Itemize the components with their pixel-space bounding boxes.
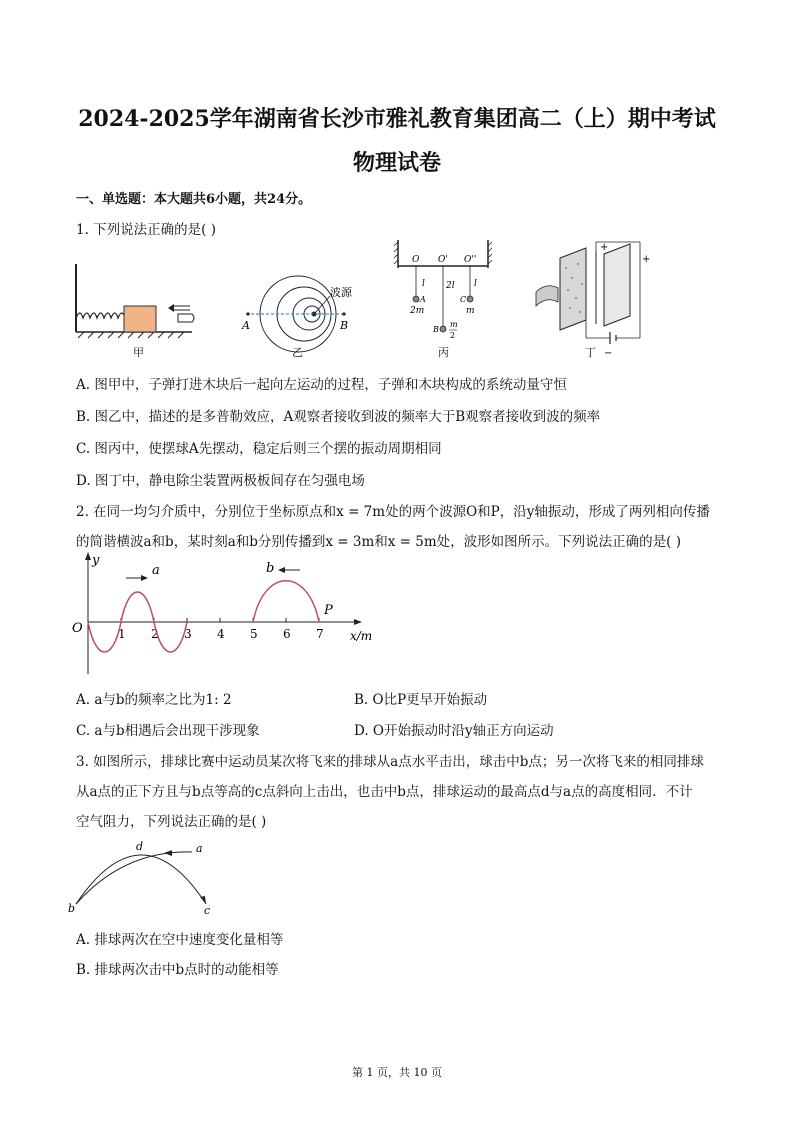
q2-stem-line1: 2. 在同一均匀介质中，分别位于坐标原点和x = 7m处的两个波源O和P，沿y轴振动，形成了两列相向传播 xyxy=(76,504,710,520)
origin-label: O xyxy=(72,621,83,636)
caption-yi: 乙 xyxy=(292,346,303,359)
wave-b-label: b xyxy=(266,561,275,576)
label-O: O xyxy=(412,255,420,265)
figure-ding-precipitator xyxy=(536,242,650,359)
label-plus-top: + xyxy=(600,242,609,253)
label-d: d xyxy=(136,840,144,853)
tick-1: 1 xyxy=(118,627,126,641)
label-2l: 2l xyxy=(446,281,455,291)
q3-stem-line3: 空气阻力，下列说法正确的是( ) xyxy=(76,814,267,830)
wave-b-curve xyxy=(253,581,319,622)
page-footer: 第 1 页，共 10 页 xyxy=(352,1066,442,1079)
tick-2: 2 xyxy=(151,627,159,641)
q2-stem-line2: 的简谐横波a和b，某时刻a和b分别传播到x = 3m和x = 5m处，波形如图所示。下列说法正确的是( ) xyxy=(76,534,682,550)
q3-stem-line1: 3. 如图所示，排球比赛中运动员某次将飞来的排球从a点水平击出，球击中b点；另一次将飞来的相同排球 xyxy=(76,754,704,770)
x-axis-label: x/m xyxy=(350,629,373,643)
label-l-left: l xyxy=(422,279,425,289)
label-minus: − xyxy=(604,348,613,359)
label-plus-right: + xyxy=(642,254,651,265)
q3-option-a: A. 排球两次在空中速度变化量相等 xyxy=(76,932,284,948)
figure-jia-spring-block xyxy=(76,264,194,338)
tick-4: 4 xyxy=(217,627,225,641)
q1-option-c: C. 图丙中，使摆球A先摆动，稳定后则三个摆的振动周期相同 xyxy=(76,441,442,457)
exam-title: 2024-2025学年湖南省长沙市雅礼教育集团高二（上）期中考试 xyxy=(78,106,716,132)
trajectory-a-to-b xyxy=(76,852,192,904)
q3-trajectory-figure xyxy=(64,836,224,916)
tick-3: 3 xyxy=(184,627,192,641)
q1-option-d: D. 图丁中，静电除尘装置两极板间存在匀强电场 xyxy=(76,473,365,489)
q2-option-a: A. a与b的频率之比为1: 2 xyxy=(76,692,232,708)
q2-wave-graph xyxy=(68,550,388,680)
q1-stem: 1. 下列说法正确的是( ) xyxy=(76,222,216,238)
label-c: c xyxy=(204,904,211,916)
y-axis-label: y xyxy=(92,553,100,568)
tick-5: 5 xyxy=(250,627,258,641)
section-heading: 一、单选题：本大题共6小题，共24分。 xyxy=(76,192,312,207)
label-m-half-num: m xyxy=(450,320,458,329)
label-O1: O' xyxy=(438,255,448,265)
label-A-ball: A xyxy=(420,295,426,304)
label-O2: O'' xyxy=(464,255,477,265)
q1-option-a: A. 图甲中，子弹打进木块后一起向左运动的过程，子弹和木块构成的系统动量守恒 xyxy=(76,377,567,393)
q3-option-b: B. 排球两次击中b点时的动能相等 xyxy=(76,962,279,978)
label-B-ball: B xyxy=(433,325,439,334)
figure-bing-pendulums xyxy=(394,240,492,340)
wave-a-label: a xyxy=(152,563,160,578)
label-wave-source: 波源 xyxy=(330,286,352,299)
label-l-right: l xyxy=(474,279,477,289)
label-m: m xyxy=(466,306,475,316)
label-A: A xyxy=(242,319,250,332)
figure-yi-doppler xyxy=(241,276,353,352)
label-C-ball: C xyxy=(460,295,467,304)
caption-bing: 丙 xyxy=(438,346,449,359)
q2-option-d: D. O开始振动时沿y轴正方向运动 xyxy=(354,723,554,739)
label-B: B xyxy=(340,319,349,332)
label-m-half-den: 2 xyxy=(450,331,456,340)
caption-ding: 丁 xyxy=(585,346,596,359)
label-b: b xyxy=(68,902,76,915)
label-a: a xyxy=(196,842,203,855)
q2-option-b: B. O比P更早开始振动 xyxy=(354,692,488,708)
point-p-label: P xyxy=(324,603,333,618)
tick-7: 7 xyxy=(316,627,324,641)
label-2m: 2m xyxy=(410,306,425,316)
x-ticks xyxy=(118,618,324,641)
tick-6: 6 xyxy=(283,627,291,641)
trajectory-c-to-b xyxy=(76,855,206,904)
q1-figures xyxy=(60,238,700,364)
caption-jia: 甲 xyxy=(133,346,144,359)
q2-option-c: C. a与b相遇后会出现干涉现象 xyxy=(76,723,260,739)
q3-stem-line2: 从a点的正下方且与b点等高的c点斜向上击出，也击中b点，排球运动的最高点d与a点的高度相同．不计 xyxy=(76,784,693,800)
q1-option-b: B. 图乙中，描述的是多普勒效应，A观察者接收到波的频率大于B观察者接收到波的频率 xyxy=(76,409,601,425)
exam-subtitle: 物理试卷 xyxy=(352,150,441,176)
